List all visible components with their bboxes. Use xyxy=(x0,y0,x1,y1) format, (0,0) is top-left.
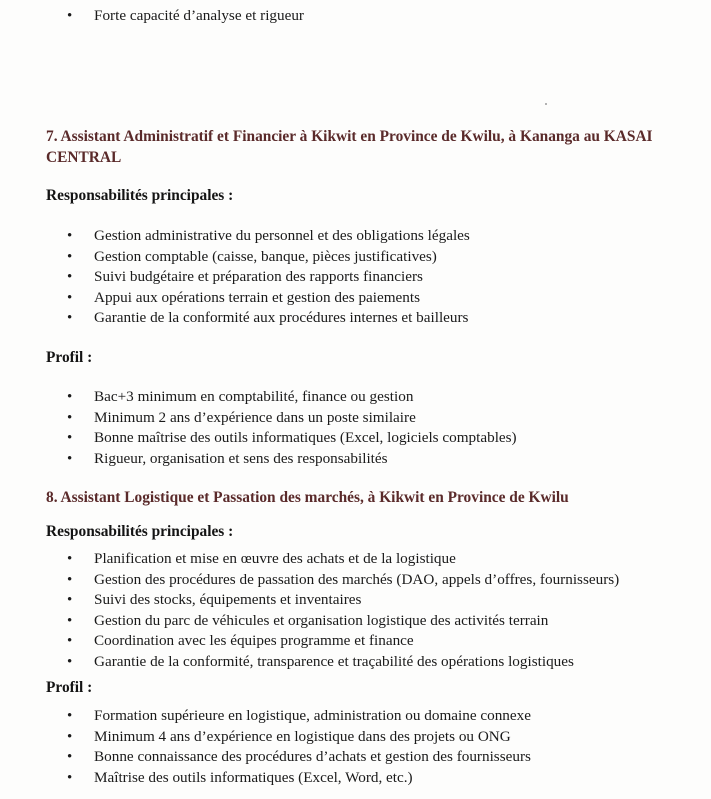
bullet-icon: • xyxy=(67,708,73,724)
list-item-text: Minimum 4 ans d’expérience en logistique dans des projets ou ONG xyxy=(94,727,511,745)
list-item-text: Suivi des stocks, équipements et inventaires xyxy=(94,591,362,608)
bullet-icon: • xyxy=(67,8,73,24)
bullet-icon: • xyxy=(67,430,73,446)
scan-speck xyxy=(545,103,547,105)
top-list xyxy=(0,6,711,27)
bullet-icon: • xyxy=(67,653,73,670)
list-item-text: Garantie de la conformité, transparence et traçabilité des opérations logistiques xyxy=(94,652,574,670)
list-item xyxy=(0,652,711,673)
section-7-title-line2: CENTRAL xyxy=(46,149,122,166)
list-item-text: Gestion du parc de véhicules et organisation logistique des activités terrain xyxy=(94,611,549,629)
bullet-icon: • xyxy=(67,592,73,608)
bullet-icon: • xyxy=(67,769,73,786)
list-item-text: Bac+3 minimum en comptabilité, finance ou gestion xyxy=(94,388,414,405)
list-item xyxy=(0,387,711,408)
bullet-icon: • xyxy=(67,248,73,265)
bullet-icon: • xyxy=(67,310,73,326)
section-8-resp-list xyxy=(0,549,711,672)
list-item xyxy=(0,6,711,27)
list-item xyxy=(0,747,711,768)
section-7-resp-list xyxy=(0,226,711,329)
list-item xyxy=(0,226,711,247)
list-item-text: Garantie de la conformité aux procédures internes et bailleurs xyxy=(94,309,469,326)
list-item xyxy=(0,449,711,470)
list-item-text: Gestion des procédures de passation des marchés (DAO, appels d’offres, fournisseurs) xyxy=(94,570,620,588)
list-item xyxy=(0,549,711,570)
list-item xyxy=(0,727,711,748)
list-item xyxy=(0,408,711,429)
bullet-icon: • xyxy=(67,450,73,467)
list-item-text: Gestion comptable (caisse, banque, pièces justificatives) xyxy=(94,247,437,265)
list-item-text: Minimum 2 ans d’expérience dans un poste similaire xyxy=(94,408,416,426)
bullet-icon: • xyxy=(67,749,73,765)
list-item-text: Maîtrise des outils informatiques (Excel, Word, etc.) xyxy=(94,768,413,786)
section-7-resp-label: Responsabilités principales : xyxy=(46,187,234,204)
bullet-icon: • xyxy=(67,551,73,567)
section-7-title-line1: 7. Assistant Administratif et Financier à Kikwit en Province de Kwilu, à Kananga au KASAI xyxy=(46,128,653,145)
bullet-icon: • xyxy=(67,612,73,629)
list-item-text: Bonne connaissance des procédures d’achats et gestion des fournisseurs xyxy=(94,748,531,765)
bullet-icon: • xyxy=(67,269,73,285)
section-7-profil-list xyxy=(0,387,711,469)
list-item xyxy=(0,247,711,268)
section-8-title: 8. Assistant Logistique et Passation des marchés, à Kikwit en Province de Kwilu xyxy=(46,489,569,506)
bullet-icon: • xyxy=(67,728,73,745)
section-8-resp-label: Responsabilités principales : xyxy=(46,523,234,540)
bullet-icon: • xyxy=(67,289,73,306)
section-8-profil-list xyxy=(0,706,711,788)
list-item-text: Bonne maîtrise des outils informatiques (Excel, logiciels comptables) xyxy=(94,429,517,446)
list-item-text: Formation supérieure en logistique, administration ou domaine connexe xyxy=(94,707,531,724)
list-item-text: Forte capacité d’analyse et rigueur xyxy=(94,7,304,24)
section-7-title xyxy=(46,126,653,168)
bullet-icon: • xyxy=(67,228,73,244)
list-item xyxy=(0,706,711,727)
bullet-icon: • xyxy=(67,389,73,405)
list-item-text: Rigueur, organisation et sens des responsabilités xyxy=(94,449,388,467)
section-8-profil-label: Profil : xyxy=(46,679,93,696)
list-item-text: Suivi budgétaire et préparation des rapports financiers xyxy=(94,268,423,285)
list-item xyxy=(0,631,711,652)
section-7-profil-label: Profil : xyxy=(46,349,93,366)
bullet-icon: • xyxy=(67,409,73,426)
bullet-icon: • xyxy=(67,571,73,588)
list-item-text: Coordination avec les équipes programme et finance xyxy=(94,632,414,649)
list-item-text: Gestion administrative du personnel et des obligations légales xyxy=(94,227,470,244)
list-item xyxy=(0,611,711,632)
list-item xyxy=(0,308,711,329)
list-item xyxy=(0,288,711,309)
bullet-icon: • xyxy=(67,633,73,649)
list-item xyxy=(0,428,711,449)
list-item-text: Appui aux opérations terrain et gestion des paiements xyxy=(94,288,421,306)
list-item xyxy=(0,768,711,789)
list-item xyxy=(0,267,711,288)
list-item-text: Planification et mise en œuvre des achats et de la logistique xyxy=(94,550,456,567)
list-item xyxy=(0,590,711,611)
list-item xyxy=(0,570,711,591)
